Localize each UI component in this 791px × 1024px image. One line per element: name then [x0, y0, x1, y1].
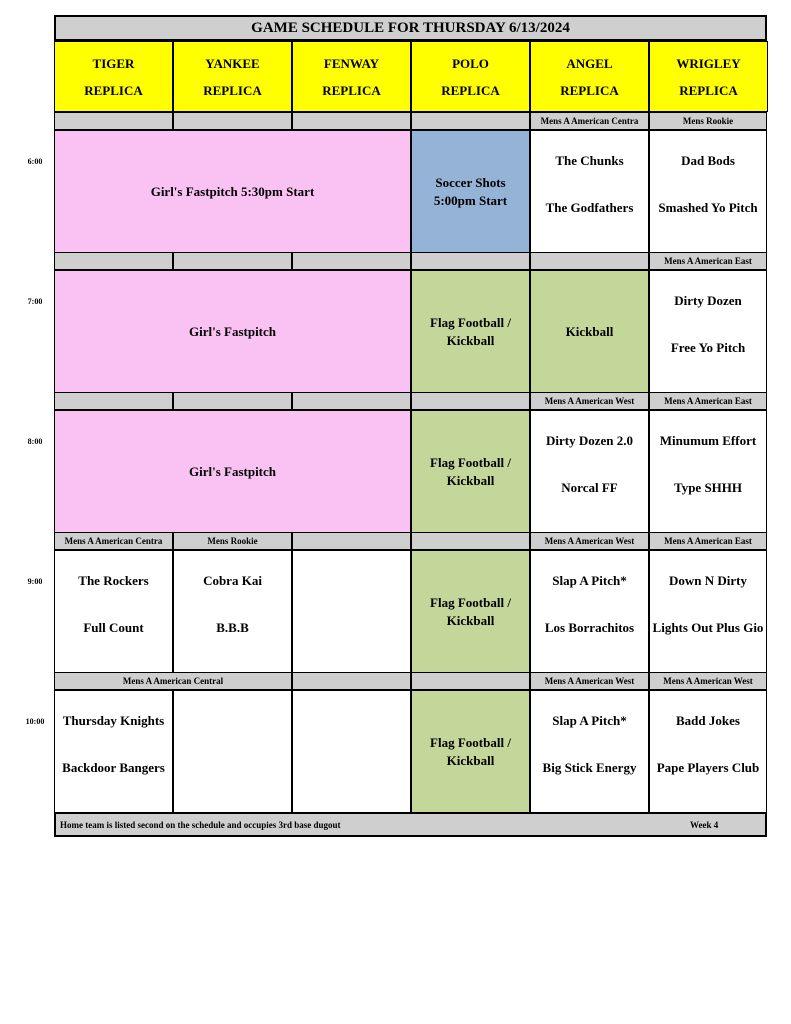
division-band: Mens A American Centra [530, 112, 649, 130]
home-team: Big Stick Energy [542, 760, 637, 775]
football-block: Flag Football / Kickball [411, 410, 530, 533]
home-team: Norcal FF [561, 480, 618, 495]
column-header-yankee [173, 41, 292, 112]
column-name: WRIGLEY [676, 55, 741, 71]
column-name: YANKEE [205, 55, 260, 71]
division-band [292, 392, 411, 410]
division-band: Mens Rookie [649, 112, 767, 130]
game-cell-tiger [54, 550, 173, 673]
division-band [173, 112, 292, 130]
week-label: Week 4 [690, 819, 719, 830]
division-band [292, 672, 411, 690]
game-cell-wrigley [649, 690, 767, 813]
away-team: The Chunks [555, 153, 624, 168]
game-cell-yankee [173, 550, 292, 673]
home-team: Full Count [83, 620, 144, 635]
column-name: FENWAY [323, 55, 380, 71]
division-band [54, 252, 173, 270]
time-label: 7:00 [27, 297, 43, 306]
schedule-footer [54, 812, 767, 837]
time-label: 9:00 [27, 577, 43, 586]
division-band: Mens A American East [649, 392, 767, 410]
column-sub: REPLICA [322, 82, 381, 98]
empty-cell-fenway [292, 690, 411, 813]
division-band [411, 392, 530, 410]
division-band [411, 532, 530, 550]
home-team: The Godfathers [545, 200, 634, 215]
division-band: Mens A American West [649, 672, 767, 690]
division-band [54, 392, 173, 410]
empty-cell-fenway [292, 550, 411, 673]
away-team: Slap A Pitch* [552, 573, 627, 588]
time-label: 10:00 [25, 717, 45, 726]
division-band [292, 252, 411, 270]
game-cell-angel [530, 130, 649, 253]
away-team: Minumum Effort [659, 433, 757, 448]
home-team: Free Yo Pitch [670, 340, 746, 355]
column-name: POLO [452, 55, 489, 71]
schedule-title: GAME SCHEDULE FOR THURSDAY 6/13/2024 [54, 15, 767, 41]
home-team: Lights Out Plus Gio [652, 620, 764, 635]
division-band [411, 672, 530, 690]
column-header-fenway [292, 41, 411, 112]
column-header-wrigley [649, 41, 768, 112]
division-band: Mens A American East [649, 252, 767, 270]
game-cell-tiger [54, 690, 173, 813]
column-sub: REPLICA [560, 82, 619, 98]
division-band: Mens A American West [530, 532, 649, 550]
column-sub: REPLICA [679, 82, 738, 98]
column-header-polo [411, 41, 530, 112]
division-band [173, 252, 292, 270]
game-cell-wrigley [649, 550, 767, 673]
away-team: Dirty Dozen 2.0 [545, 433, 633, 448]
game-cell-wrigley [649, 270, 767, 393]
division-band: Mens A American Centra [54, 532, 173, 550]
home-team: Los Borrachitos [544, 620, 635, 635]
home-team: Backdoor Bangers [62, 760, 165, 775]
column-sub: REPLICA [203, 82, 262, 98]
away-team: Badd Jokes [676, 713, 740, 728]
division-band [530, 252, 649, 270]
away-team: Down N Dirty [669, 573, 747, 588]
division-band: Mens A American West [530, 672, 649, 690]
column-header-tiger [54, 41, 173, 112]
soccer-block: Soccer Shots 5:00pm Start [411, 130, 530, 253]
home-team: Smashed Yo Pitch [658, 200, 758, 215]
home-team: Pape Players Club [656, 760, 760, 775]
division-band: Mens Rookie [173, 532, 292, 550]
fastpitch-block: Girl's Fastpitch [54, 410, 411, 533]
kickball-block: Kickball [530, 270, 649, 393]
column-sub: REPLICA [84, 82, 143, 98]
away-team: Slap A Pitch* [552, 713, 627, 728]
away-team: Dad Bods [681, 153, 735, 168]
home-team: B.B.B [216, 620, 249, 635]
football-block: Flag Football / Kickball [411, 690, 530, 813]
football-block: Flag Football / Kickball [411, 550, 530, 673]
column-name: ANGEL [566, 55, 613, 71]
empty-cell-yankee [173, 690, 292, 813]
division-band [292, 532, 411, 550]
time-label: 6:00 [27, 157, 43, 166]
game-cell-wrigley [649, 410, 767, 533]
away-team: Thursday Knights [62, 713, 165, 728]
football-block: Flag Football / Kickball [411, 270, 530, 393]
home-team: Type SHHH [673, 480, 743, 495]
division-band [173, 392, 292, 410]
away-team: Dirty Dozen [674, 293, 742, 308]
fastpitch-block: Girl's Fastpitch 5:30pm Start [54, 130, 411, 253]
game-cell-wrigley [649, 130, 767, 253]
away-team: The Rockers [78, 573, 149, 588]
division-band [292, 112, 411, 130]
column-header-angel [530, 41, 649, 112]
column-name: TIGER [92, 55, 135, 71]
division-band [411, 252, 530, 270]
division-band [54, 112, 173, 130]
home-team-note: Home team is listed second on the schedule and occupies 3rd base dugout [60, 819, 341, 830]
away-team: Cobra Kai [203, 573, 262, 588]
time-label: 8:00 [27, 437, 43, 446]
game-cell-angel [530, 410, 649, 533]
fastpitch-block: Girl's Fastpitch [54, 270, 411, 393]
game-cell-angel [530, 690, 649, 813]
division-band: Mens A American West [530, 392, 649, 410]
game-cell-angel [530, 550, 649, 673]
division-band: Mens A American East [649, 532, 767, 550]
division-band: Mens A American Central [54, 672, 292, 690]
division-band [411, 112, 530, 130]
column-sub: REPLICA [441, 82, 500, 98]
